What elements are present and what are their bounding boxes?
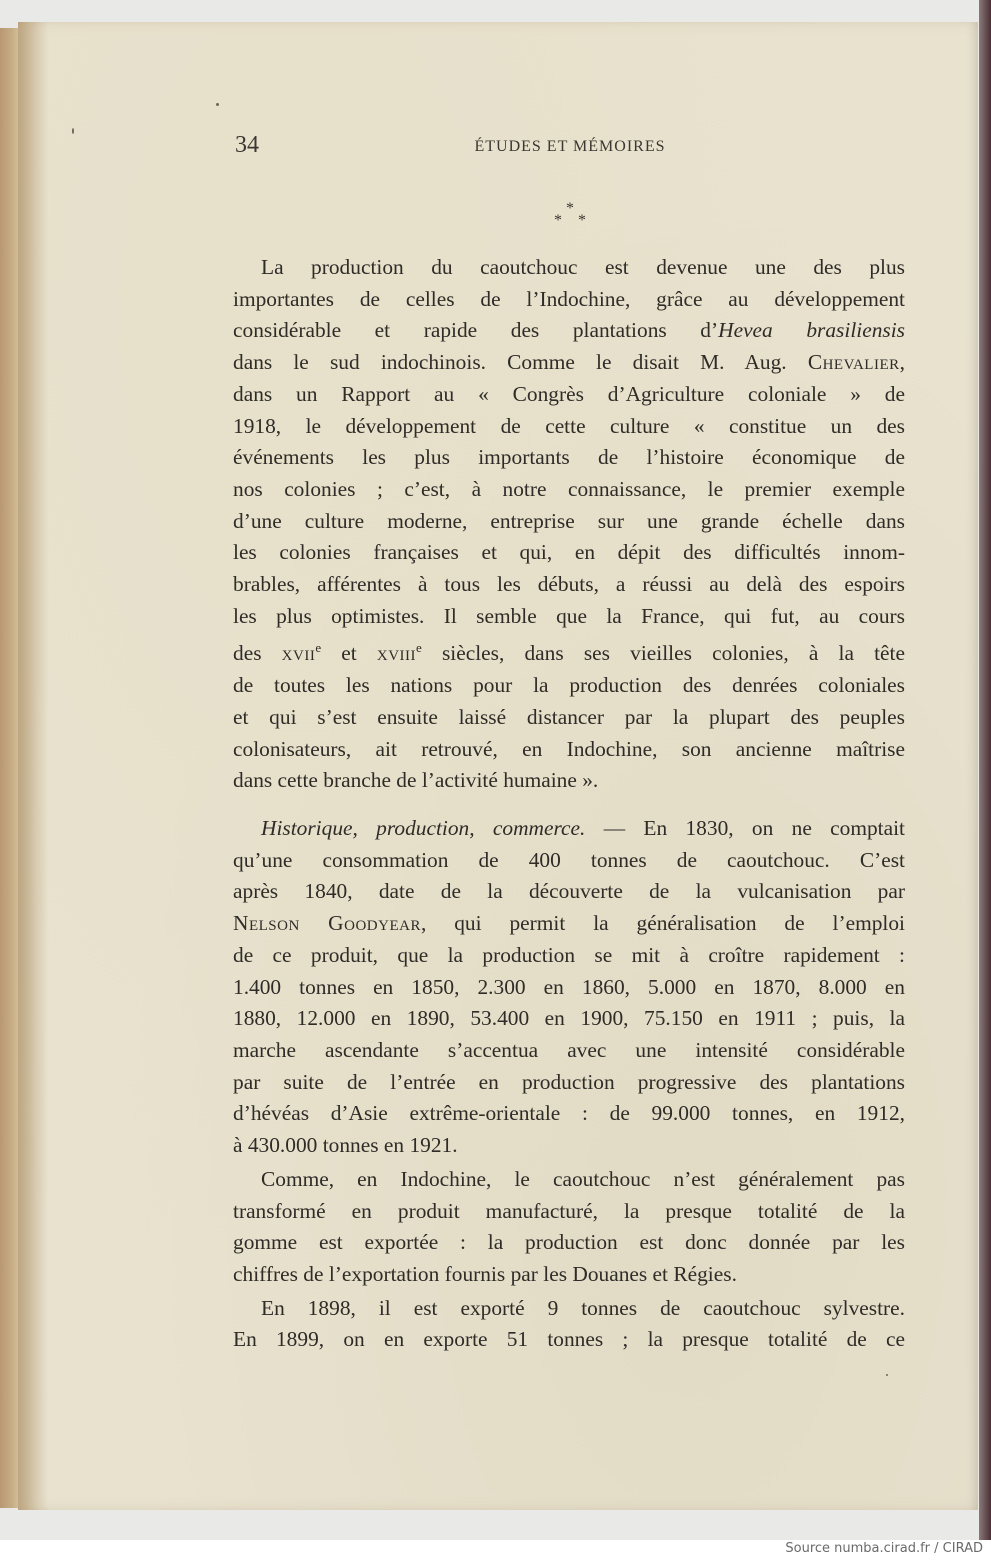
text-fragment: — En 1830, on ne comptait (585, 816, 905, 841)
paper-speck (72, 128, 74, 134)
text-line: 1918, le développement de cette culture « constitue un des (233, 413, 905, 438)
text-fragment: , qui permit la généralisation de l’emploi (420, 911, 906, 936)
text-line: La production du caoutchouc est devenue une des plus (261, 255, 905, 279)
superscript: e (315, 640, 322, 656)
superscript: e (416, 640, 422, 656)
text-line: événements les plus importants de l’histoire économique de (233, 445, 905, 470)
text-line: En 1899, on en exporte 51 tonnes ; la presque totalité de ce (233, 1327, 905, 1352)
text-fragment: , (899, 350, 905, 375)
text-line: les plus optimistes. Il semble que la France, qui fut, au cours (233, 603, 905, 628)
text-line: d’hévéas d’Asie extrême-orientale : de 99.000 tonnes, en 1912, (233, 1101, 905, 1126)
text-fragment: et (321, 641, 377, 666)
century-numeral: xvii (281, 641, 316, 666)
asterisk-icon: * (566, 200, 574, 217)
text-line: qu’une consommation de 400 tonnes de caoutchouc. C’est (233, 847, 905, 872)
text-line: 1.400 tonnes en 1850, 2.300 en 1860, 5.000 en 1870, 8.000 en (233, 974, 905, 999)
text-line: chiffres de l’exportation fournis par les Douanes et Régies. (233, 1261, 737, 1286)
text-line: dans un Rapport au « Congrès d’Agriculture coloniale » de (233, 381, 905, 406)
text-line: nos colonies ; c’est, à notre connaissance, le premier exemple (233, 476, 905, 501)
asterisk-icon: * (554, 212, 562, 229)
text-line: de ce produit, que la production se mit à croître rapidement : (233, 942, 905, 967)
text-line: d’une culture moderne, entreprise sur une grande échelle dans (233, 508, 905, 533)
text-line: transformé en produit manufacturé, la presque totalité de la (233, 1198, 905, 1223)
running-title: ÉTUDES ET MÉMOIRES (474, 138, 666, 155)
century-numeral: xviii (376, 641, 417, 666)
text-line: après 1840, date de la découverte de la vulcanisation par (233, 879, 905, 904)
running-header (235, 132, 905, 162)
text-line: à 430.000 tonnes en 1921. (233, 1133, 458, 1158)
source-credit: Source numba.cirad.fr / CIRAD (785, 1541, 983, 1556)
text-line (233, 908, 905, 940)
text-fragment: des (233, 641, 282, 666)
text-fragment: considérable et rapide des plantations d’ (233, 318, 719, 343)
text-line: par suite de l’entrée en production progressive des plantations (233, 1069, 905, 1094)
text-line (233, 813, 905, 845)
author-name: Chevalier (807, 350, 900, 375)
text-fragment: dans le sud indochinois. Comme le disait M. Aug. (233, 350, 808, 375)
text-line: de toutes les nations pour la production des denrées coloniales (233, 673, 905, 698)
body-text (233, 252, 905, 1356)
section-heading: Historique, production, commerce. (261, 816, 586, 841)
text-line: 1880, 12.000 en 1890, 53.400 en 1900, 75.150 en 1911 ; puis, la (233, 1006, 905, 1031)
text-line: dans cette branche de l’activité humaine ». (233, 768, 599, 793)
paragraph-1898 (233, 1293, 905, 1356)
person-name: Nelson Goodyear (233, 911, 421, 936)
text-line: gomme est exportée : la production est donc donnée par les (233, 1230, 905, 1255)
book-cover-edge (979, 0, 991, 1540)
asterism-ornament (540, 200, 600, 236)
paper-speck (886, 1374, 888, 1376)
text-line: Comme, en Indochine, le caoutchouc n’est généralement pas (261, 1166, 905, 1191)
text-line: les colonies françaises et qui, en dépit des difficultés innom- (233, 540, 905, 565)
text-line: et qui s’est ensuite laissé distancer par la plupart des peuples (233, 704, 905, 729)
text-line: colonisateurs, ait retrouvé, en Indochine, son ancienne maîtrise (233, 736, 905, 761)
gutter-shadow (18, 22, 48, 1510)
asterisk-icon: * (578, 212, 586, 229)
text-line: brables, afférentes à tous les débuts, a réussi au delà des espoirs (233, 572, 905, 597)
paragraph-gap (233, 797, 905, 813)
text-fragment: siècles, dans ses vieilles colonies, à la tête (421, 641, 905, 666)
text-line: marche ascendante s’accentua avec une intensité considérable (233, 1038, 905, 1062)
paragraph-history (233, 813, 905, 1162)
text-line: importantes de celles de l’Indochine, grâce au développement (233, 286, 905, 311)
page-number: 34 (235, 132, 259, 158)
text-line (233, 315, 905, 347)
text-line (233, 347, 905, 379)
text-line (233, 632, 905, 670)
paragraph-rubber-production (233, 252, 905, 797)
paper-speck (216, 103, 219, 106)
paragraph-exports (233, 1164, 905, 1291)
text-line: En 1898, il est exporté 9 tonnes de caoutchouc sylvestre. (261, 1295, 905, 1320)
species-name: Hevea brasiliensis (718, 318, 905, 343)
